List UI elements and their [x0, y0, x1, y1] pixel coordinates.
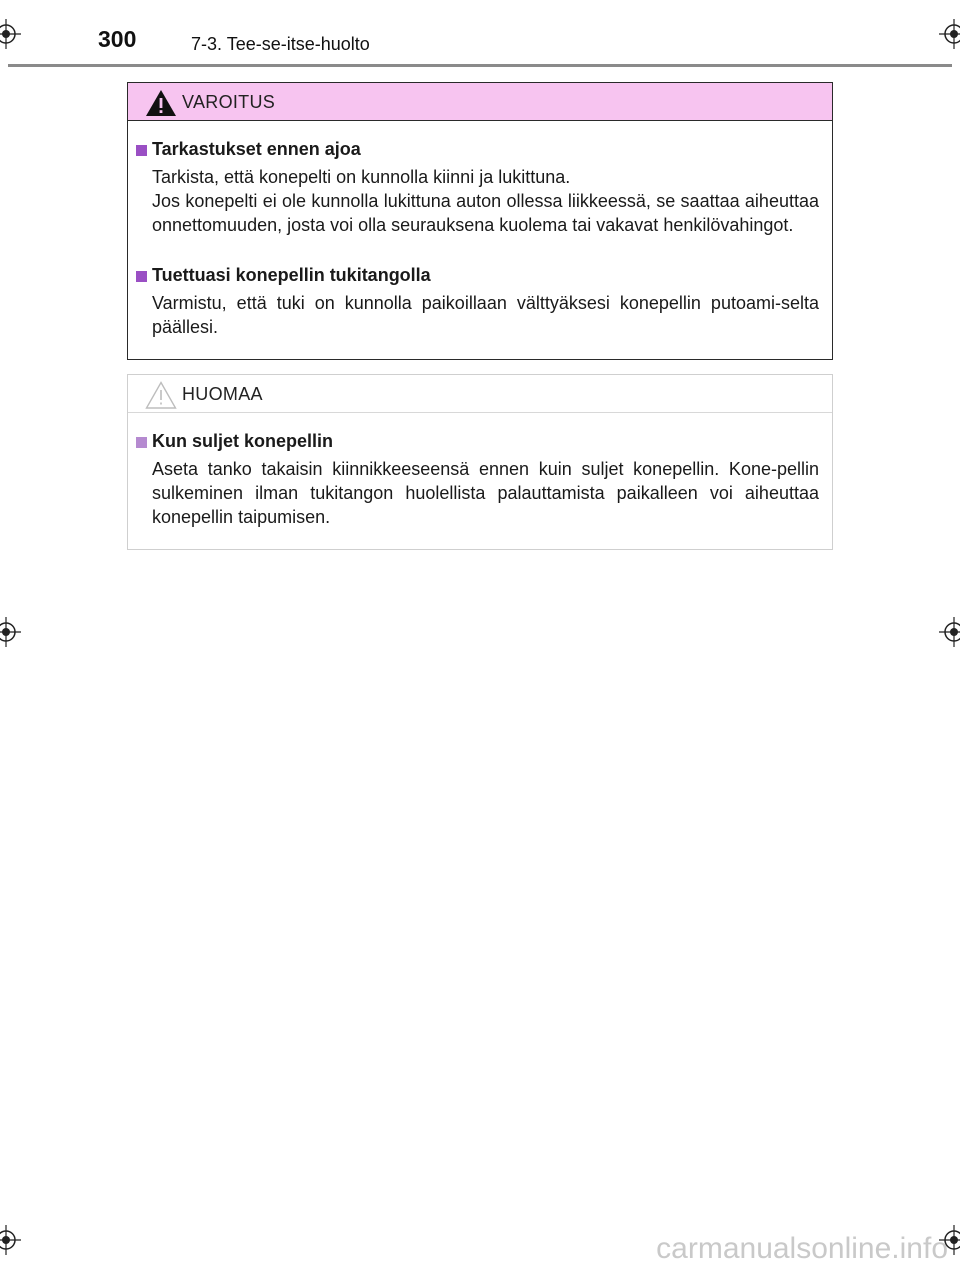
- warning-triangle-filled-icon: [144, 88, 178, 118]
- notice-box: [127, 374, 833, 550]
- paragraph: Tarkista, että konepelti on kunnolla kiinni ja lukittuna.: [152, 167, 571, 187]
- warning-item: [136, 139, 819, 237]
- warning-item-body: [152, 291, 819, 339]
- caution-triangle-outline-icon: [144, 380, 178, 410]
- warning-item-title: Tarkastukset ennen ajoa: [152, 139, 361, 159]
- notice-item-body: [152, 457, 819, 529]
- registration-mark-mid-left: [0, 617, 21, 647]
- section-title: 7-3. Tee-se-itse-huolto: [191, 34, 370, 54]
- warning-box-header: [128, 83, 832, 121]
- crosshair-icon: [0, 617, 21, 647]
- notice-item: [136, 431, 819, 529]
- page-header: [0, 0, 960, 70]
- paragraph: Varmistu, että tuki on kunnolla paikoillaan välttyäksesi konepellin putoami-selta päällesi.: [152, 293, 819, 337]
- warning-item-title: Tuettuasi konepellin tukitangolla: [152, 265, 431, 285]
- notice-item-title: Kun suljet konepellin: [152, 431, 334, 451]
- page-number: 300: [98, 26, 137, 52]
- paragraph: Aseta tanko takaisin kiinnikkeeseensä ennen kuin suljet konepellin. Kone-pellin sulkeminen ilman tukitangon huolellista palauttamista paikalleen voi aiheuttaa konepellin taipumisen.: [152, 459, 819, 527]
- watermark: carmanualsonline.info: [656, 1232, 948, 1265]
- notice-box-header: [128, 375, 832, 413]
- square-bullet-icon: [136, 437, 147, 448]
- warning-item: [136, 265, 819, 339]
- square-bullet-icon: [136, 145, 147, 156]
- crosshair-icon: [0, 1225, 21, 1255]
- registration-mark-mid-right: [939, 617, 960, 647]
- warning-item-body: [152, 165, 819, 237]
- warning-box-title: VAROITUS: [182, 92, 276, 112]
- square-bullet-icon: [136, 271, 147, 282]
- crosshair-icon: [939, 617, 960, 647]
- warning-box: [127, 82, 833, 360]
- notice-box-title: HUOMAA: [182, 384, 263, 404]
- paragraph: Jos konepelti ei ole kunnolla lukittuna auton ollessa liikkeessä, se saattaa aiheuttaa onnettomuuden, josta voi olla seurauksena kuolema tai vakavat henkilövahingot.: [152, 191, 819, 235]
- header-divider: [8, 64, 952, 67]
- registration-mark-bottom-left: [0, 1225, 21, 1255]
